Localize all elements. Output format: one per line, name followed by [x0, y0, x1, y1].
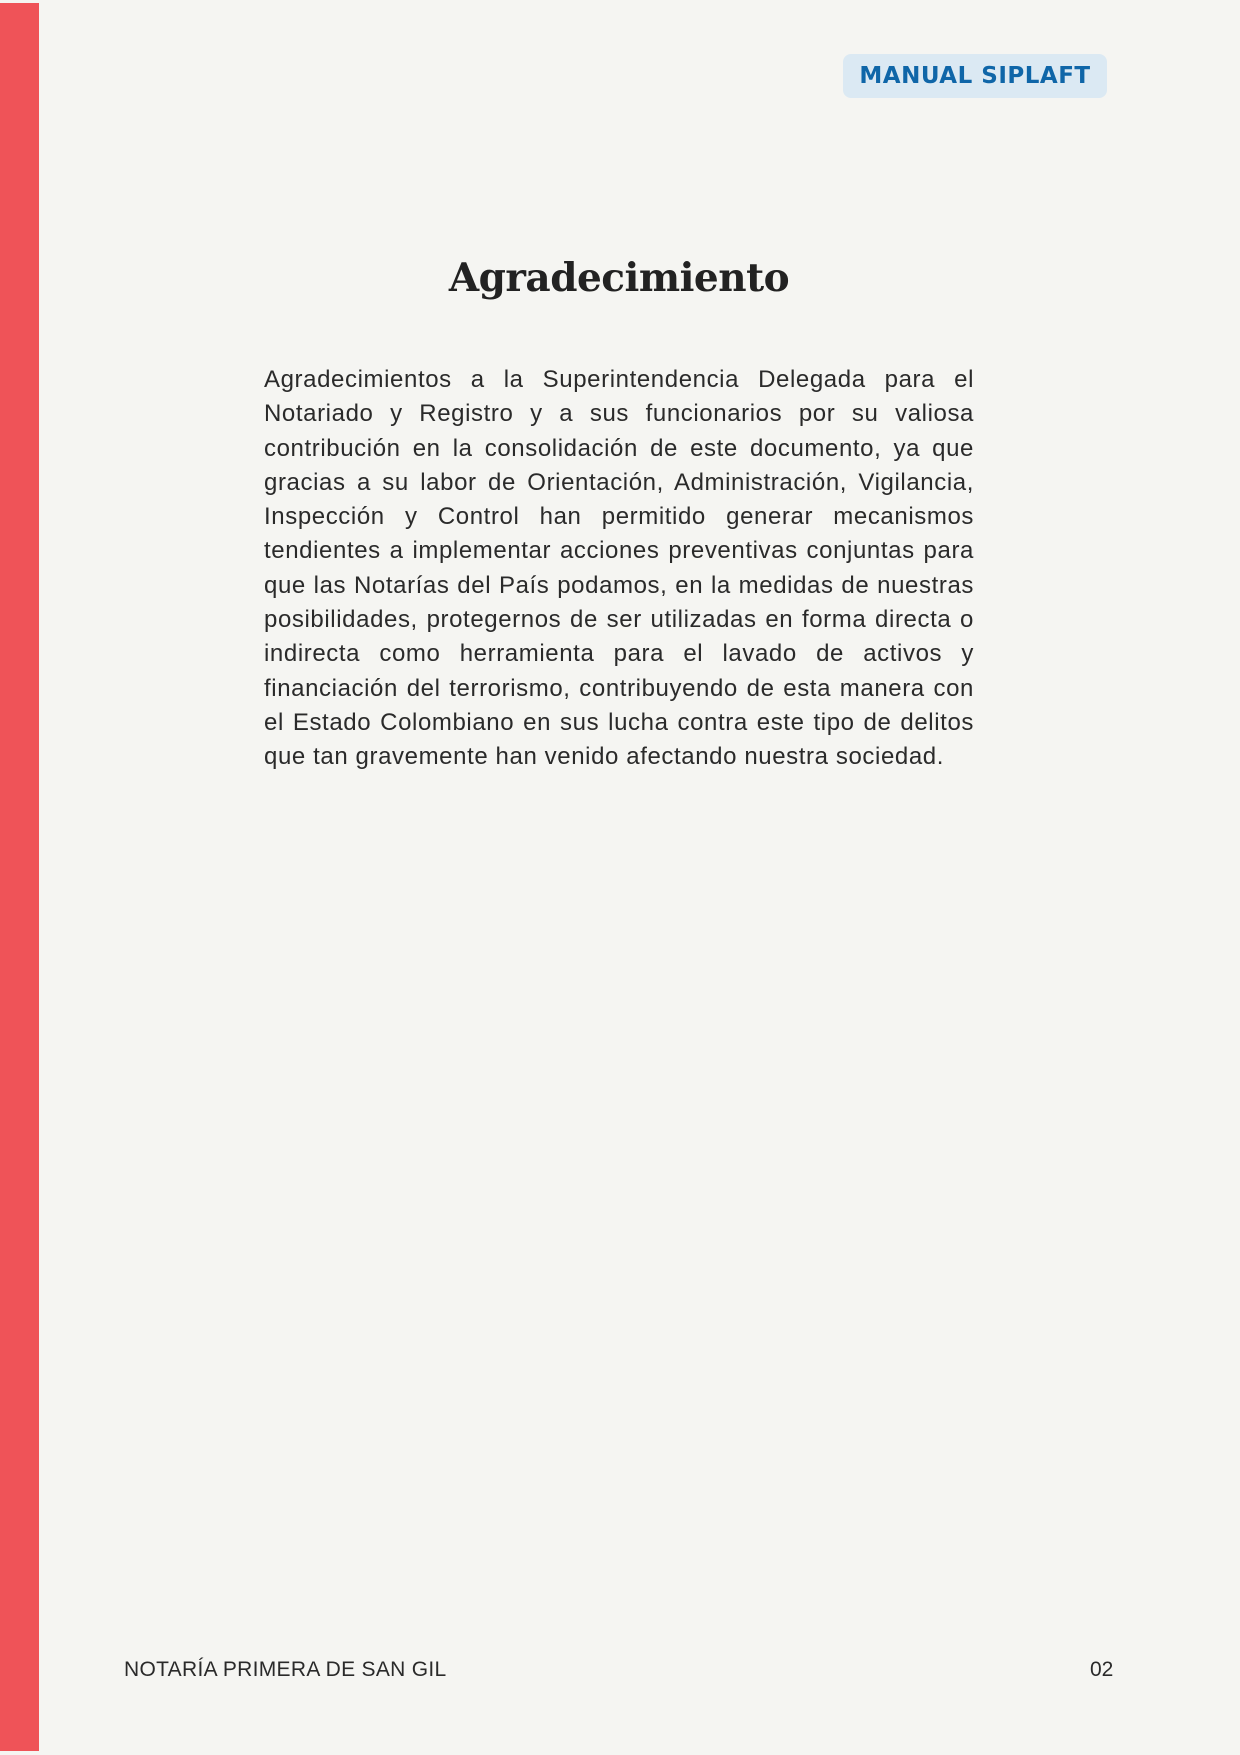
acknowledgement-paragraph: Agradecimientos a la Superintendencia Delegada para el Notariado y Registro y a sus funcionarios por su valiosa contribución en la consolidación de este documento, ya que gracias a su labor de Orientación, Administración, Vigilancia, Inspección y Control han permitido generar mecanismos tendientes a implementar acciones preventivas conjuntas para que las Notarías del País podamos, en la medidas de nuestras posibilidades, protegernos de ser utilizadas en forma directa o indirecta como herramienta para el lavado de activos y financiación del terrorismo, contribuyendo de esta manera con el Estado Colombiano en sus lucha contra este tipo de delitos que tan gravemente han venido afectando nuestra sociedad. [264, 366, 974, 771]
footer-organization: NOTARÍA PRIMERA DE SAN GIL [124, 1658, 447, 1681]
page-title: Agradecimiento [448, 255, 790, 301]
header-badge [843, 54, 1107, 98]
accent-side-bar [0, 3, 39, 1751]
header-badge-label: MANUAL SIPLAFT [859, 63, 1091, 89]
footer-page-number: 02 [1090, 1658, 1114, 1681]
